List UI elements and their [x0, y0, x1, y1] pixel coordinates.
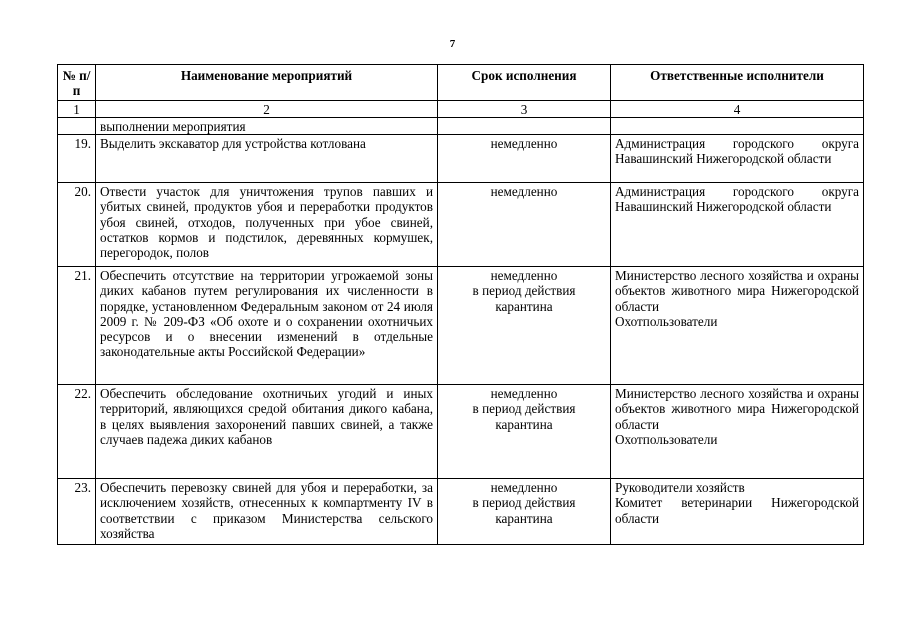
- row-number: 22.: [58, 385, 96, 479]
- term-cell: [438, 183, 611, 267]
- responsible-line: Комитет ветеринарии Нижегородской области: [615, 495, 859, 526]
- table-body: [58, 135, 864, 545]
- term-cell: [438, 385, 611, 479]
- table-row: [58, 385, 864, 479]
- header-term: Срок исполнения: [438, 65, 611, 101]
- term-line: немедленно: [490, 268, 558, 284]
- term-line: карантина: [495, 416, 553, 432]
- table-row: [58, 183, 864, 267]
- term-line: немедленно: [490, 184, 558, 200]
- term-line: в период действия: [472, 283, 576, 299]
- responsible-line: Министерство лесного хозяйства и охраны объектов животного мира Нижегородской области: [615, 268, 859, 314]
- row-number: 20.: [58, 183, 96, 267]
- row-number: 23.: [58, 479, 96, 545]
- measures-table: [57, 64, 864, 545]
- row-number: 21.: [58, 267, 96, 385]
- responsible-line: Охотпользователи: [615, 431, 718, 447]
- responsible-line: Администрация городского округа Навашинский Нижегородской области: [615, 136, 859, 167]
- term-line: карантина: [495, 510, 553, 526]
- header-responsible: Ответственные исполнители: [611, 65, 864, 101]
- page-number: 7: [449, 38, 456, 50]
- term-line: карантина: [495, 298, 553, 314]
- term-line: в период действия: [472, 401, 576, 417]
- term-cell: [438, 118, 611, 135]
- term-line: немедленно: [490, 480, 558, 496]
- measure-name: Обеспечить перевозку свиней для убоя и переработки, за исключением хозяйств, отнесенных к компартменту IV в соответствии с приказом Министерства сельского хозяйства: [96, 479, 438, 545]
- responsible-line: Руководители хозяйств: [615, 480, 745, 496]
- responsible-cell: [611, 267, 864, 385]
- term-line: немедленно: [490, 386, 558, 402]
- header-row: [58, 65, 864, 101]
- responsible-line: Охотпользователи: [615, 313, 718, 329]
- table-row: [58, 135, 864, 183]
- row-number: 19.: [58, 135, 96, 183]
- responsible-cell: [611, 479, 864, 545]
- responsible-cell: [611, 385, 864, 479]
- measure-name: выполнении мероприятия: [96, 118, 438, 135]
- header-num: № п/п: [58, 65, 96, 101]
- column-number: 4: [611, 101, 864, 118]
- responsible-cell: [611, 118, 864, 135]
- column-number: 1: [58, 101, 96, 118]
- continuation-row: [58, 118, 864, 135]
- term-cell: [438, 479, 611, 545]
- term-line: в период действия: [472, 495, 576, 511]
- table-row: [58, 479, 864, 545]
- responsible-line: Министерство лесного хозяйства и охраны объектов животного мира Нижегородской области: [615, 386, 859, 432]
- table-row: [58, 267, 864, 385]
- term-line: немедленно: [490, 136, 558, 152]
- column-number: 2: [96, 101, 438, 118]
- column-number-row: [58, 101, 864, 118]
- responsible-cell: [611, 183, 864, 267]
- column-number: 3: [438, 101, 611, 118]
- header-name: Наименование мероприятий: [96, 65, 438, 101]
- responsible-cell: [611, 135, 864, 183]
- responsible-line: Администрация городского округа Навашинский Нижегородской области: [615, 184, 859, 215]
- measure-name: Выделить экскаватор для устройства котлована: [96, 135, 438, 183]
- term-cell: [438, 267, 611, 385]
- row-number: [58, 118, 96, 135]
- measure-name: Обеспечить отсутствие на территории угрожаемой зоны диких кабанов путем регулирования их численности в порядке, установленном Федеральным законом от 24 июля 2009 г. № 209-ФЗ «Об охоте и о сохранении охотничьих ресурсов и о внесении изменений в отдельные законодательные акты Российской Федерации»: [96, 267, 438, 385]
- measure-name: Отвести участок для уничтожения трупов павших и убитых свиней, продуктов убоя и переработки продуктов убоя свиней, отходов, полученных при убое свиней, остатков кормов и подстилок, деревянных кормушек, перегородок, полов: [96, 183, 438, 267]
- measure-name: Обеспечить обследование охотничьих угодий и иных территорий, являющихся средой обитания дикого кабана, в целях выявления захоронений павших свиней, а также случаев падежа диких кабанов: [96, 385, 438, 479]
- term-cell: [438, 135, 611, 183]
